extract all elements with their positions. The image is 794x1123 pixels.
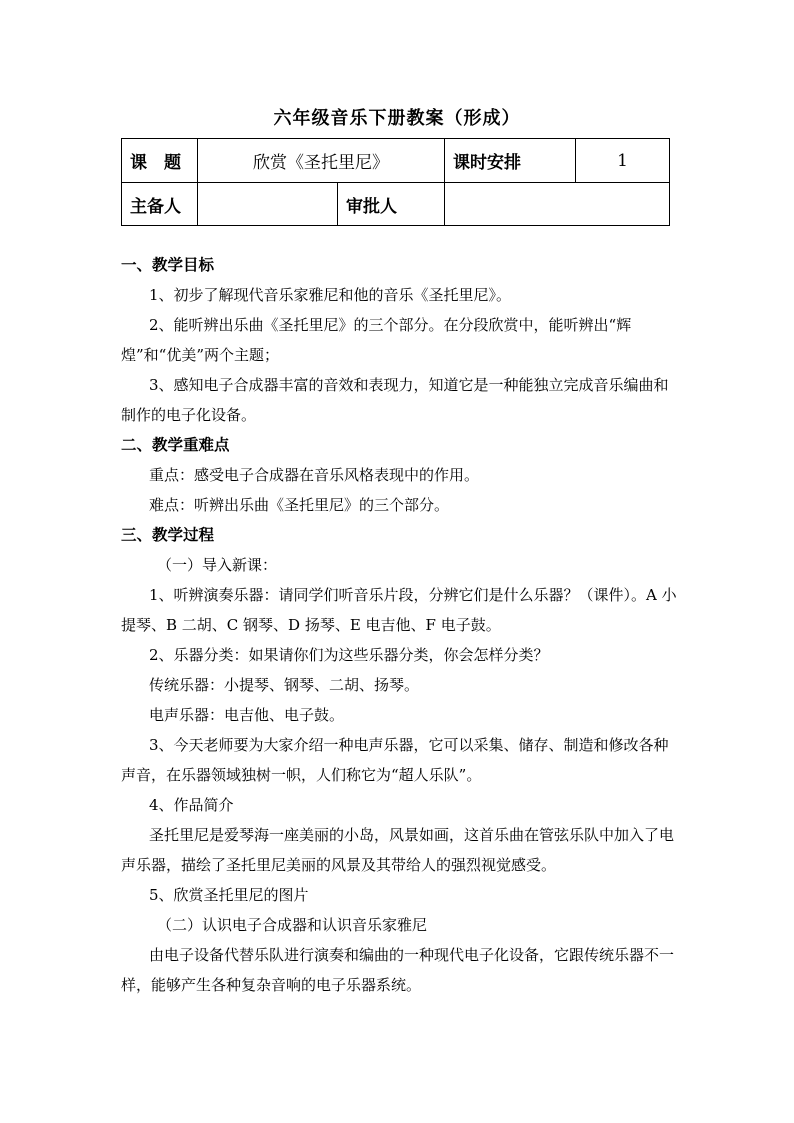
process-paragraph: 3、今天老师要为大家介绍一种电声乐器，它可以采集、储存、制造和修改各种声音，在乐器领域独树一帜，人们称它为“超人乐队”。 [121,736,669,784]
process-paragraph: 4、作品简介 [149,796,234,814]
part1-heading: （一）导入新课： [157,556,278,574]
process-paragraph: 2、乐器分类：如果请你们为这些乐器分类，你会怎样分类？ [149,646,549,664]
process-paragraph: 由电子设备代替乐队进行演奏和编曲的一种现代电子化设备，它跟传统乐器不一样，能够产生各种复杂音响的电子乐器系统。 [121,946,675,994]
key-point: 重点：感受电子合成器在音乐风格表现中的作用。 [149,466,480,484]
goal-item: 3、感知电子合成器丰富的音效和表现力，知道它是一种能独立完成音乐编曲和制作的电子化设备。 [121,376,669,424]
process-paragraph: 传统乐器：小提琴、钢琴、二胡、扬琴。 [149,676,420,694]
lesson-info-table [121,138,670,226]
table-row [122,183,670,226]
approver-label: 审批人 [338,183,445,226]
schedule-label: 课时安排 [445,139,576,183]
preparer-value [198,183,338,226]
subject-label: 课 题 [122,139,198,183]
difficult-point: 难点：听辨出乐曲《圣托里尼》的三个部分。 [149,496,450,514]
lesson-content [121,250,677,1000]
schedule-value: 1 [576,139,670,183]
part2-heading: （二）认识电子合成器和认识音乐家雅尼 [157,916,428,934]
goal-item: 1、初步了解现代音乐家雅尼和他的音乐《圣托里尼》。 [149,286,512,304]
goals-heading: 一、教学目标 [121,255,215,274]
process-paragraph: 1、听辨演奏乐器：请同学们听音乐片段，分辨它们是什么乐器？（课件）。A 小提琴、B 二胡、C 钢琴、D 扬琴、E 电吉他、F 电子鼓。 [121,586,677,634]
table-row [122,139,670,183]
subject-value: 欣赏《圣托里尼》 [198,139,445,183]
process-paragraph: 电声乐器：电吉他、电子鼓。 [149,706,345,724]
key-points-heading: 二、教学重难点 [121,435,230,454]
approver-value [445,183,670,226]
document-title: 六年级音乐下册教案（形成） [273,108,521,129]
preparer-label: 主备人 [122,183,198,226]
process-paragraph: 圣托里尼是爱琴海一座美丽的小岛，风景如画，这首乐曲在管弦乐队中加入了电声乐器，描绘了圣托里尼美丽的风景及其带给人的强烈视觉感受。 [121,826,675,874]
process-heading: 三、教学过程 [121,525,215,544]
process-paragraph: 5、欣赏圣托里尼的图片 [149,886,309,904]
goal-item: 2、能听辨出乐曲《圣托里尼》的三个部分。在分段欣赏中，能听辨出“辉煌”和“优美”两个主题； [121,316,632,364]
